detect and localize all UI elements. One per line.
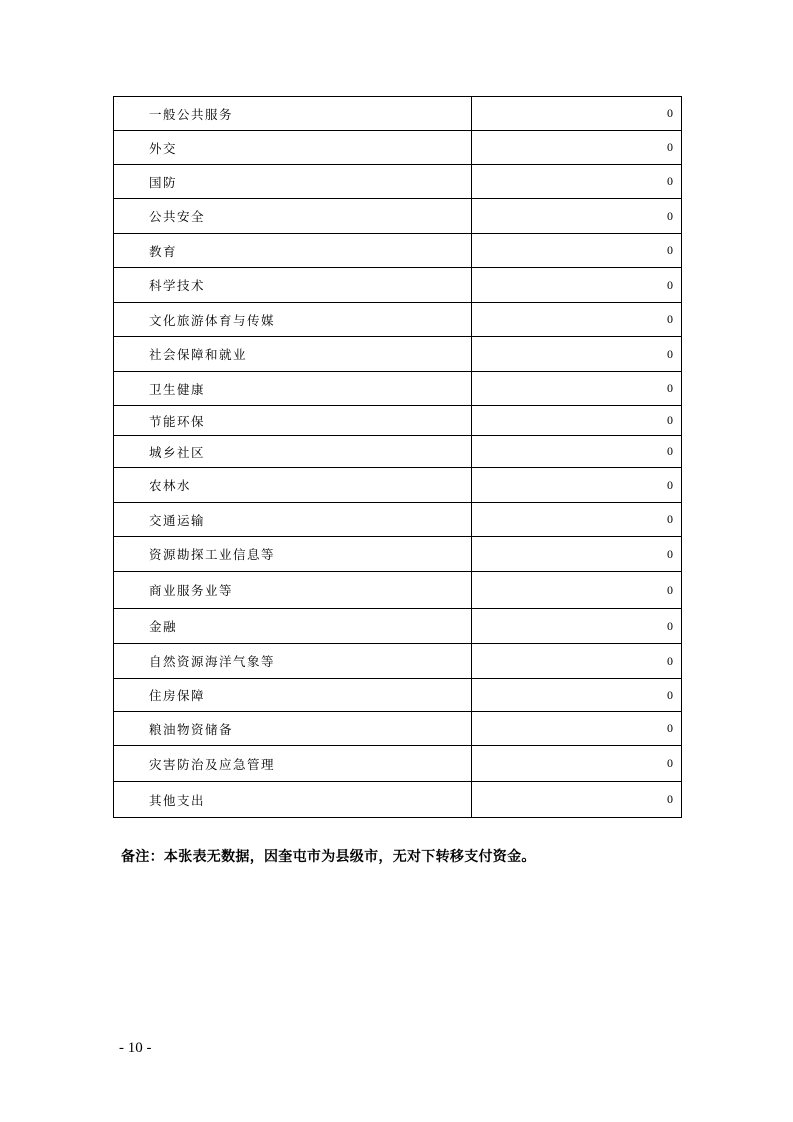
row-label: 节能环保 xyxy=(114,406,472,436)
row-value: 0 xyxy=(472,572,682,609)
table-row xyxy=(114,406,682,436)
table-row xyxy=(114,712,682,746)
row-label: 住房保障 xyxy=(114,679,472,712)
table-row xyxy=(114,572,682,609)
table-row xyxy=(114,468,682,503)
row-label: 科学技术 xyxy=(114,268,472,303)
table-row xyxy=(114,199,682,234)
row-value: 0 xyxy=(472,537,682,572)
row-label: 商业服务业等 xyxy=(114,572,472,609)
table-row xyxy=(114,165,682,199)
row-value: 0 xyxy=(472,337,682,372)
row-value: 0 xyxy=(472,503,682,537)
table-row xyxy=(114,234,682,268)
row-label: 自然资源海洋气象等 xyxy=(114,644,472,679)
row-label: 灾害防治及应急管理 xyxy=(114,746,472,782)
row-value: 0 xyxy=(472,131,682,165)
row-label: 卫生健康 xyxy=(114,372,472,406)
row-label: 资源勘探工业信息等 xyxy=(114,537,472,572)
row-label: 教育 xyxy=(114,234,472,268)
row-value: 0 xyxy=(472,97,682,131)
row-label: 外交 xyxy=(114,131,472,165)
row-value: 0 xyxy=(472,372,682,406)
table-row xyxy=(114,609,682,644)
table-note: 备注：本张表无数据，因奎屯市为县级市，无对下转移支付资金。 xyxy=(121,849,536,865)
table-row xyxy=(114,131,682,165)
row-value: 0 xyxy=(472,406,682,436)
table-row xyxy=(114,372,682,406)
table-row xyxy=(114,503,682,537)
row-value: 0 xyxy=(472,199,682,234)
row-label: 国防 xyxy=(114,165,472,199)
row-label: 一般公共服务 xyxy=(114,97,472,131)
row-label: 社会保障和就业 xyxy=(114,337,472,372)
page-number: - 10 - xyxy=(119,1040,152,1056)
row-value: 0 xyxy=(472,468,682,503)
table-row xyxy=(114,644,682,679)
row-label: 城乡社区 xyxy=(114,436,472,468)
row-value: 0 xyxy=(472,165,682,199)
row-value: 0 xyxy=(472,679,682,712)
table-row xyxy=(114,436,682,468)
row-value: 0 xyxy=(472,644,682,679)
table-row xyxy=(114,679,682,712)
table-row xyxy=(114,337,682,372)
row-value: 0 xyxy=(472,712,682,746)
table-row xyxy=(114,268,682,303)
table-row xyxy=(114,97,682,131)
table-row xyxy=(114,537,682,572)
row-value: 0 xyxy=(472,303,682,337)
expenditure-table xyxy=(113,96,682,818)
row-label: 粮油物资储备 xyxy=(114,712,472,746)
row-label: 金融 xyxy=(114,609,472,644)
row-value: 0 xyxy=(472,609,682,644)
table-row xyxy=(114,782,682,818)
table-body xyxy=(114,97,682,818)
row-label: 公共安全 xyxy=(114,199,472,234)
row-value: 0 xyxy=(472,782,682,818)
row-value: 0 xyxy=(472,746,682,782)
row-label: 交通运输 xyxy=(114,503,472,537)
row-value: 0 xyxy=(472,234,682,268)
row-label: 农林水 xyxy=(114,468,472,503)
table-row xyxy=(114,303,682,337)
row-label: 其他支出 xyxy=(114,782,472,818)
table-row xyxy=(114,746,682,782)
row-value: 0 xyxy=(472,268,682,303)
row-label: 文化旅游体育与传媒 xyxy=(114,303,472,337)
row-value: 0 xyxy=(472,436,682,468)
